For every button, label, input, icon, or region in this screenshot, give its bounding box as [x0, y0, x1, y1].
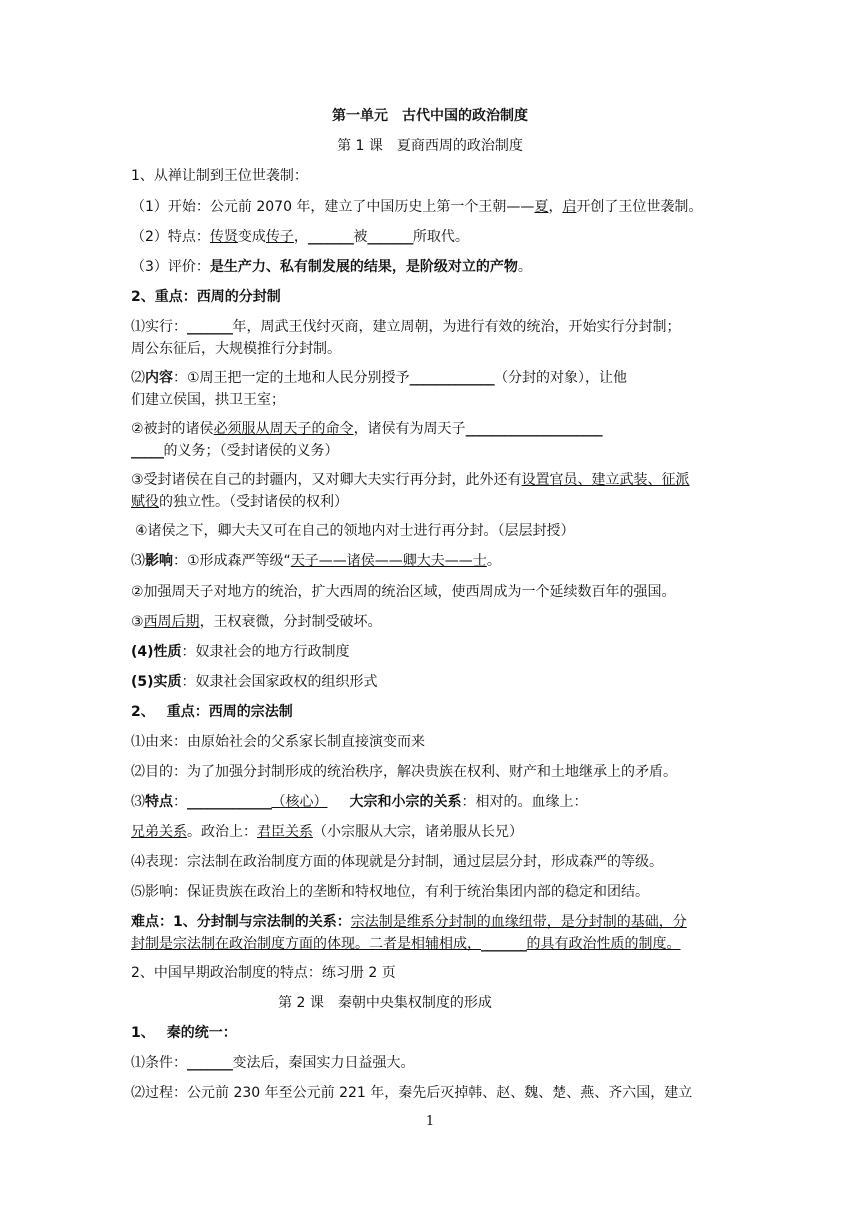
section-2-heading: 2、重点：西周的分封制 [131, 289, 281, 305]
fenfeng-line-7: ②加强周天子对地方的统治，扩大西周的统治区域，使西周成为一个延续数百年的强国。 [131, 584, 676, 600]
section-4-heading: 2、中国早期政治制度的特点：练习册 2 页 [131, 965, 396, 981]
fenfeng-line-5: ④诸侯之下，卿大夫又可在自己的领地内对士进行再分封。（层层封授） [135, 523, 575, 539]
fenfeng-line-4b: 赋役的独立性。（受封诸侯的权利） [131, 494, 348, 510]
fenfeng-line-6: ⑶影响：①形成森严等级“天子——诸侯——卿大夫——士。 [131, 553, 501, 569]
fenfeng-line-4: ③受封诸侯在自己的封疆内，又对卿大夫实行再分封，此外还有设置官员、建立武装、征派 [131, 472, 690, 488]
fenfeng-line-2: ⑵内容：①周王把一定的土地和人民分别授予_____________（分封的对象），让他 [131, 370, 628, 386]
difficulty-line-1: 难点：1、分封制与宗法制的关系：宗法制是维系分封制的血缘纽带，是分封制的基础，分 [131, 914, 687, 930]
fenfeng-line-10: (5)实质：奴隶社会国家政权的组织形式 [131, 674, 378, 690]
section-3-heading: 2、 重点：西周的宗法制 [131, 704, 293, 720]
s1-line-3: （3）评价：是生产力、私有制发展的结果，是阶级对立的产物。 [131, 259, 532, 275]
fill-blank: _______ [367, 229, 413, 245]
zongfa-line-5: ⑷表现：宗法制在政治制度方面的体现就是分封制，通过层层分封，形成森严的等级。 [131, 854, 663, 870]
lesson-2-title: 第 2 课 秦朝中央集权制度的形成 [278, 995, 492, 1011]
fenfeng-line-9: (4)性质：奴隶社会的地方行政制度 [131, 644, 350, 660]
fill-blank: _____________ [187, 794, 272, 810]
fenfeng-line-8: ③西周后期，王权衰微，分封制受破坏。 [131, 614, 382, 630]
fenfeng-line-1b: 周公东征后，大规模推行分封制。 [131, 341, 341, 357]
difficulty-line-2: 封制是宗法制在政治制度方面的体现。二者是相辅相成，_______的具有政治性质的制度。 [131, 936, 681, 952]
zongfa-line-3: ⑶特点：_____________（核心） 大宗和小宗的关系：相对的。血缘上： [131, 794, 588, 810]
fenfeng-line-3b: _____的义务；（受封诸侯的义务） [131, 443, 339, 459]
zongfa-line-4: 兄弟关系。政治上：君臣关系（小宗服从大宗，诸弟服从长兄） [131, 824, 523, 840]
page-number: 1 [425, 1114, 435, 1129]
zongfa-line-6: ⑸影响：保证贵族在政治上的垄断和特权地位，有利于统治集团内部的稳定和团结。 [131, 884, 649, 900]
zongfa-line-1: ⑴由来：由原始社会的父系家长制直接演变而来 [131, 734, 425, 750]
s1-line-1: （1）开始：公元前 2070 年，建立了中国历史上第一个王朝——夏，启开创了王位世袭制。 [131, 199, 703, 215]
zongfa-line-2: ⑵目的：为了加强分封制形成的统治秩序，解决贵族在权利、财产和土地继承上的矛盾。 [131, 764, 677, 780]
s1-line-2: （2）特点：传贤变成传子，_______被_______所取代。 [131, 229, 469, 245]
fill-blank: _____________________ [465, 421, 603, 437]
section-1-heading: 1、从禅让制到王位世袭制： [131, 168, 308, 184]
fill-blank: _______ [307, 229, 354, 245]
fill-blank: _______ [481, 936, 527, 952]
unit-title: 第一单元 古代中国的政治制度 [332, 108, 528, 124]
fill-blank: _____________ [409, 370, 495, 386]
fenfeng-line-3: ②被封的诸侯必须服从周天子的命令，诸侯有为周天子_____________________ [131, 421, 603, 437]
section-5-heading: 1、 秦的统一： [131, 1025, 237, 1041]
lesson-1-title: 第 1 课 夏商西周的政治制度 [337, 138, 523, 154]
qin-line-2: ⑵过程：公元前 230 年至公元前 221 年，秦先后灭掉韩、赵、魏、楚、燕、齐六国，建立 [131, 1085, 693, 1101]
qin-line-1: ⑴条件：_______变法后，秦国实力日益强大。 [131, 1055, 415, 1071]
fenfeng-line-2b: 们建立侯国，拱卫王室； [131, 392, 285, 408]
fill-blank: _______ [187, 319, 233, 335]
fill-blank: _______ [187, 1055, 233, 1071]
fill-blank: _____ [131, 443, 164, 459]
fenfeng-line-1: ⑴实行：_______年，周武王伐纣灭商，建立周朝，为进行有效的统治，开始实行分封制； [131, 319, 681, 335]
